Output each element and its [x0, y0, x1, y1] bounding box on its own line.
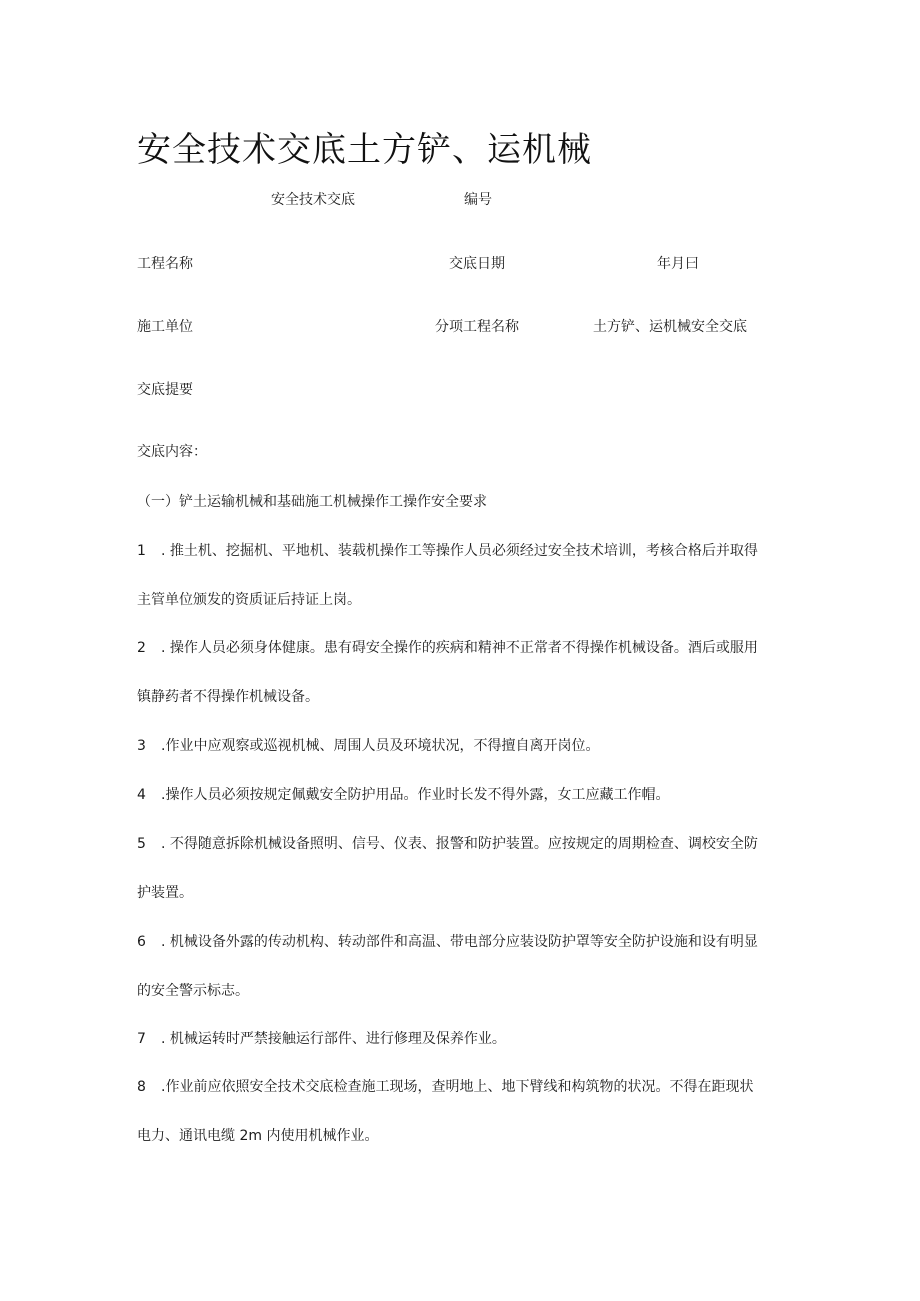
list-item [137, 541, 758, 561]
sub-project-label: 分项工程名称 [435, 319, 519, 335]
list-item [137, 1077, 753, 1097]
item-text: .作业中应观察或巡视机械、周围人员及环境状况，不得擅自离开岗位。 [161, 738, 600, 754]
page-title: 安全技术交底土方铲、运机械 [137, 130, 592, 170]
item-continuation: 电力、通讯电缆 2m 内使用机械作业。 [137, 1128, 379, 1144]
item-continuation: 主管单位颁发的资质证后持证上岗。 [137, 592, 361, 608]
project-name-label: 工程名称 [137, 256, 193, 272]
item-text: .作业前应依照安全技术交底检查施工现场，查明地上、地下臂线和构筑物的状况。不得在距现状 [161, 1079, 754, 1095]
item-number: 7 [137, 1031, 146, 1047]
sub-project-value: 土方铲、运机械安全交底 [593, 319, 747, 335]
item-continuation: 镇静药者不得操作机械设备。 [137, 689, 319, 705]
item-number: 3 [137, 738, 146, 754]
list-item [137, 834, 758, 854]
list-item [137, 1029, 506, 1049]
date-value: 年月曰 [657, 256, 699, 272]
item-number: 1 [137, 543, 146, 559]
header-label: 安全技术交底 [271, 192, 355, 208]
item-text: . 操作人员必须身体健康。患有碍安全操作的疾病和精神不正常者不得操作机械设备。酒后或服用 [161, 640, 758, 656]
item-continuation: 的安全警示标志。 [137, 983, 249, 999]
item-text: . 机械运转时严禁接触运行部件、进行修理及保养作业。 [161, 1031, 506, 1047]
content-label: 交底内容： [137, 444, 207, 460]
item-text: . 不得随意拆除机械设备照明、信号、仪表、报警和防护装置。应按规定的周期检查、调校安全防 [161, 836, 758, 852]
date-label: 交底日期 [449, 256, 505, 272]
section-heading: （一）铲土运输机械和基础施工机械操作工操作安全要求 [137, 494, 487, 510]
item-text: .操作人员必须按规定佩戴安全防护用品。作业时长发不得外露，女工应藏工作帽。 [161, 787, 670, 803]
item-number: 2 [137, 640, 146, 656]
item-number: 4 [137, 787, 146, 803]
list-item [137, 638, 758, 658]
item-number: 5 [137, 836, 146, 852]
list-item [137, 932, 758, 952]
list-item [137, 785, 669, 805]
summary-label: 交底提要 [137, 382, 193, 398]
item-text: . 机械设备外露的传动机构、转动部件和高温、带电部分应装设防护罩等安全防护设施和设有明显 [161, 934, 758, 950]
item-continuation: 护装置。 [137, 885, 193, 901]
number-label: 编号 [464, 192, 492, 208]
unit-label: 施工单位 [137, 319, 193, 335]
item-text: . 推土机、挖掘机、平地机、装载机操作工等操作人员必须经过安全技术培训，考核合格后并取得 [161, 543, 758, 559]
list-item [137, 736, 599, 756]
item-number: 6 [137, 934, 146, 950]
item-number: 8 [137, 1079, 146, 1095]
